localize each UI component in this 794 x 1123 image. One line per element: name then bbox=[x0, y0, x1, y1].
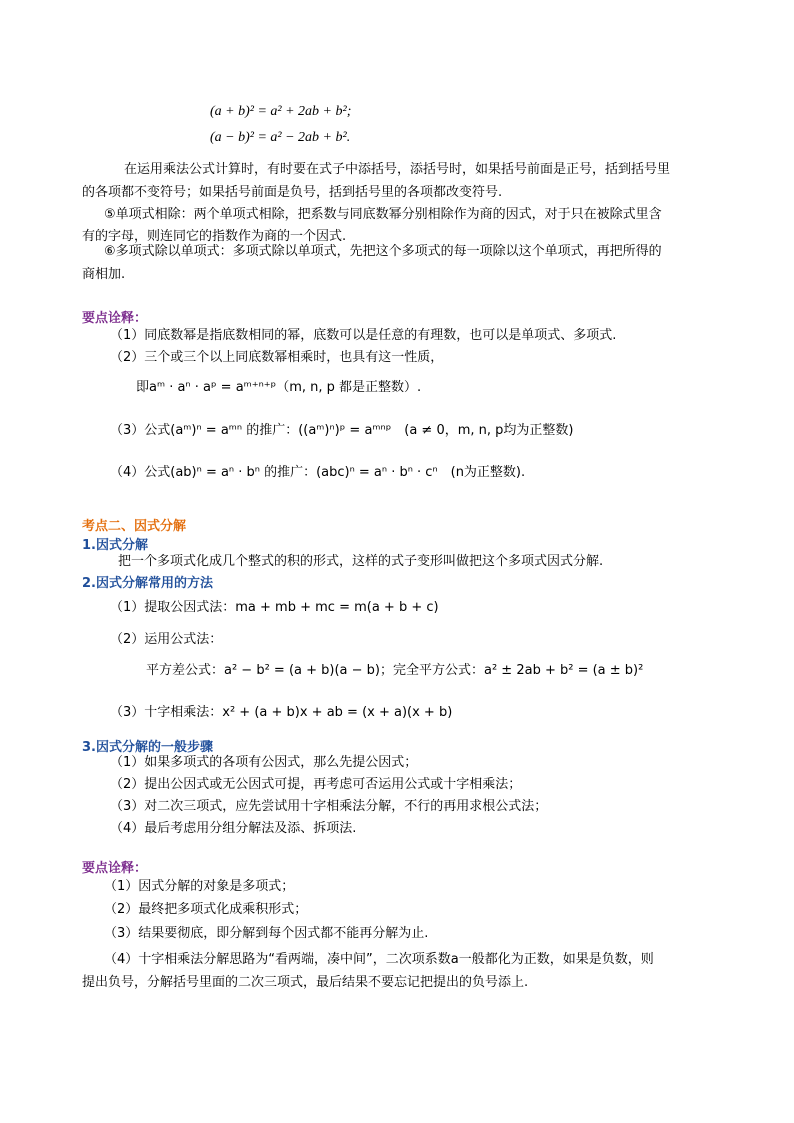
note2-item-1: （1）因式分解的对象是多项式； bbox=[104, 879, 295, 894]
note-item-1: （1）同底数幂是指底数相同的幂，底数可以是任意的有理数，也可以是单项式、多项式. bbox=[110, 328, 617, 343]
subsection-2-title: 2.因式分解常用的方法 bbox=[82, 576, 213, 591]
paragraph-monomial-division-line2: 有的字母，则连同它的指数作为商的一个因式. bbox=[82, 229, 347, 244]
formula-diff-square: (a − b)² = a² − 2ab + b². bbox=[210, 130, 351, 145]
paragraph-brackets-line2: 的各项都不变符号；如果括号前面是负号，括到括号里的各项都改变符号. bbox=[82, 185, 503, 200]
paragraph-poly-division-line1: ⑥多项式除以单项式：多项式除以单项式，先把这个多项式的每一项除以这个单项式，再把所得的 bbox=[104, 244, 662, 259]
step-3: （3）对二次三项式，应先尝试用十字相乘法分解，不行的再用求根公式法； bbox=[110, 799, 548, 814]
subsection-1-title: 1.因式分解 bbox=[82, 538, 148, 553]
note-item-2: （2）三个或三个以上同底数幂相乘时，也具有这一性质， bbox=[110, 350, 444, 365]
method-2: （2）运用公式法： bbox=[110, 632, 223, 647]
note-item-3: （3）公式(aᵐ)ⁿ = aᵐⁿ 的推广：((aᵐ)ⁿ)ᵖ = aᵐⁿᵖ (a ≠ 0，m, n, p均为正整数) bbox=[110, 423, 574, 438]
note-item-2-formula: 即aᵐ · aⁿ · aᵖ = aᵐ⁺ⁿ⁺ᵖ（m, n, p 都是正整数）. bbox=[136, 380, 422, 395]
paragraph-monomial-division-line1: ⑤单项式相除：两个单项式相除，把系数与同底数幂分别相除作为商的因式，对于只在被除式里含 bbox=[104, 207, 662, 222]
note-heading: 要点诠释： bbox=[82, 311, 148, 326]
formula-sum-square: (a + b)² = a² + 2ab + b²; bbox=[210, 104, 352, 119]
method-2-formula: 平方差公式：a² − b² = (a + b)(a − b)；完全平方公式：a² ± 2ab + b² = (a ± b)² bbox=[146, 663, 644, 678]
note2-heading: 要点诠释： bbox=[82, 861, 148, 876]
note2-item-4-line2: 提出负号，分解括号里面的二次三项式，最后结果不要忘记把提出的负号添上. bbox=[82, 975, 529, 990]
step-1: （1）如果多项式的各项有公因式，那么先提公因式； bbox=[110, 755, 418, 770]
subsection-3-title: 3.因式分解的一般步骤 bbox=[82, 740, 213, 755]
method-1: （1）提取公因式法：ma + mb + mc = m(a + b + c) bbox=[110, 600, 439, 615]
note2-item-4-line1: （4）十字相乘法分解思路为“看两端，凑中间”，二次项系数a一般都化为正数，如果是负数，则 bbox=[104, 952, 654, 967]
note2-item-3: （3）结果要彻底，即分解到每个因式都不能再分解为止. bbox=[104, 926, 429, 941]
paragraph-poly-division-line2: 商相加. bbox=[82, 267, 126, 282]
note2-item-2: （2）最终把多项式化成乘积形式； bbox=[104, 902, 308, 917]
note-item-4: （4）公式(ab)ⁿ = aⁿ · bⁿ 的推广：(abc)ⁿ = aⁿ · bⁿ · cⁿ (n为正整数). bbox=[110, 465, 526, 480]
step-4: （4）最后考虑用分组分解法及添、拆项法. bbox=[110, 821, 357, 836]
paragraph-brackets-line1: 在运用乘法公式计算时，有时要在式子中添括号，添括号时，如果括号前面是正号，括到括号里 bbox=[124, 162, 671, 177]
step-2: （2）提出公因式或无公因式可提，再考虑可否运用公式或十字相乘法； bbox=[110, 777, 522, 792]
subsection-1-text: 把一个多项式化成几个整式的积的形式，这样的式子变形叫做把这个多项式因式分解. bbox=[118, 554, 604, 569]
section-heading: 考点二、因式分解 bbox=[82, 519, 187, 534]
method-3: （3）十字相乘法：x² + (a + b)x + ab = (x + a)(x + b) bbox=[110, 705, 453, 720]
